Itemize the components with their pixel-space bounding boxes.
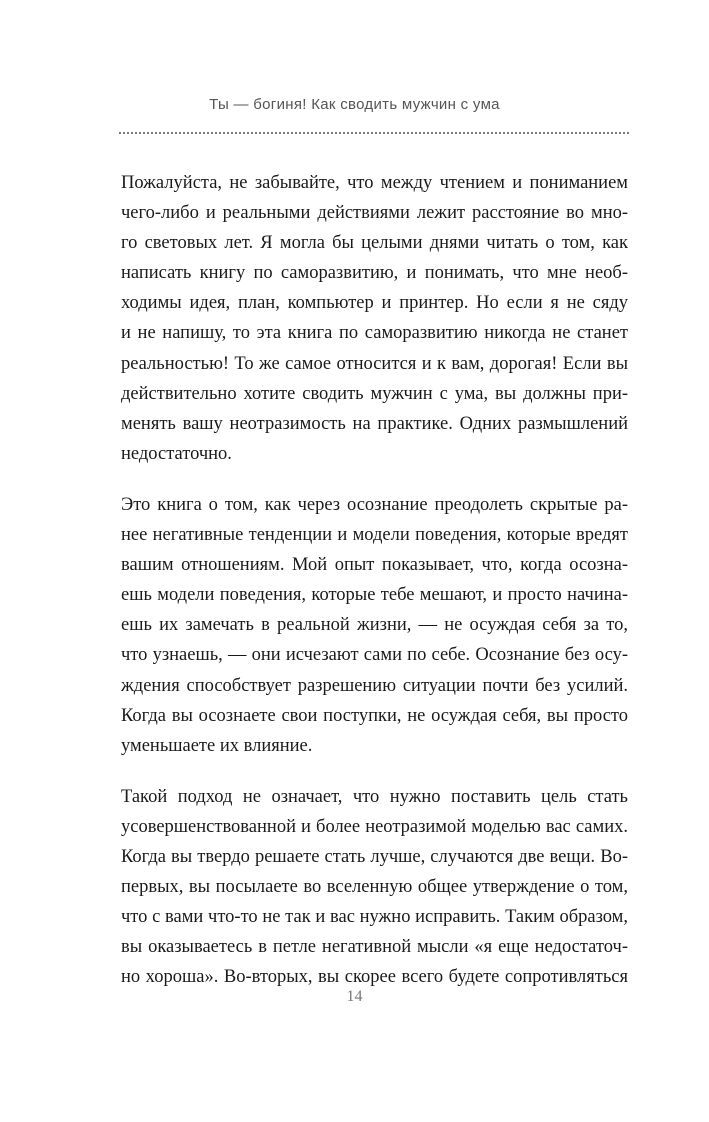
text-line: ешь их замечать в реальной жизни, — не осуждая себя за то, xyxy=(121,615,628,636)
text-line: написать книгу по саморазвитию, и понимать, что мне необ- xyxy=(121,263,628,284)
text-line: чего-либо и реальными действиями лежит расстояние во мно- xyxy=(121,203,628,224)
dotted-rule xyxy=(119,132,629,134)
text-line: Такой подход не означает, что нужно поставить цель стать xyxy=(121,786,628,807)
text-line: действительно хотите сводить мужчин с ума, вы должны при- xyxy=(121,383,628,404)
paragraph xyxy=(121,168,628,469)
text-line: нее негативные тенденции и модели поведения, которые вредят xyxy=(121,525,628,546)
body-text xyxy=(121,168,628,992)
text-line: Когда вы твердо решаете стать лучше, случаются две вещи. Во- xyxy=(121,846,628,867)
text-line: Пожалуйста, не забывайте, что между чтением и пониманием xyxy=(121,173,628,193)
text-line: реальностью! То же самое относится и к вам, дорогая! Если вы xyxy=(121,353,628,374)
running-head: Ты — богиня! Как сводить мужчин с ума xyxy=(209,96,500,113)
text-line: вашим отношениям. Мой опыт показывает, что, когда осозна- xyxy=(121,555,628,576)
text-line: менять вашу неотразимость на практике. Одних размышлений xyxy=(121,413,628,434)
text-line: ешь модели поведения, которые тебе мешают, и просто начина- xyxy=(121,585,628,606)
text-line: Это книга о том, как через осознание преодолеть скрытые ра- xyxy=(121,494,628,515)
paragraph xyxy=(121,490,628,761)
text-line: но хороша». Во-вторых, вы скорее всего будете сопротивляться xyxy=(121,967,628,988)
text-line: усовершенствованной и более неотразимой моделью вас самих. xyxy=(121,816,628,837)
text-line: ходимы идея, план, компьютер и принтер. Но если я не сяду xyxy=(121,293,628,314)
text-line: и не напишу, то эта книга по саморазвитию никогда не станет xyxy=(121,323,628,344)
text-line: что с вами что-то не так и вас нужно исправить. Таким образом, xyxy=(121,907,628,928)
text-line: го световых лет. Я могла бы целыми днями читать о том, как xyxy=(121,233,628,254)
text-line: уменьшаете их влияние. xyxy=(121,735,313,756)
text-line: ждения способствует разрешению ситуации почти без усилий. xyxy=(121,675,628,696)
paragraph xyxy=(121,782,628,993)
page-number: 14 xyxy=(346,988,363,1005)
text-line: первых, вы посылаете во вселенную общее утверждение о том, xyxy=(121,877,628,898)
text-line: недостаточно. xyxy=(121,443,232,464)
text-line: вы оказываетесь в петле негативной мысли «я еще недостаточ- xyxy=(121,937,628,958)
text-line: что узнаешь, — они исчезают сами по себе. Осознание без осу- xyxy=(121,645,628,666)
text-line: Когда вы осознаете свои поступки, не осуждая себя, вы просто xyxy=(121,705,628,726)
